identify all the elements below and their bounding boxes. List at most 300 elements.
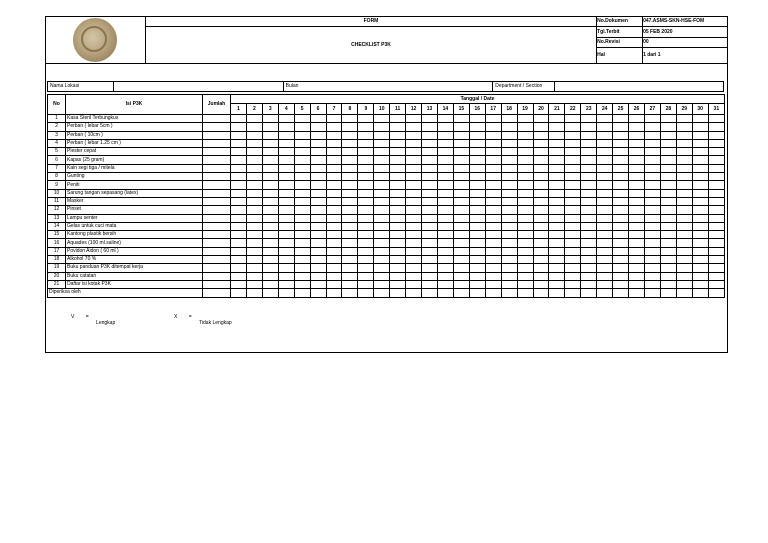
check-cell[interactable] bbox=[692, 214, 708, 222]
check-cell[interactable] bbox=[246, 272, 262, 280]
check-cell[interactable] bbox=[597, 264, 613, 272]
check-cell[interactable] bbox=[708, 206, 724, 214]
check-cell[interactable] bbox=[549, 247, 565, 255]
check-cell[interactable] bbox=[422, 189, 438, 197]
check-cell[interactable] bbox=[294, 189, 310, 197]
check-cell[interactable] bbox=[597, 206, 613, 214]
check-cell[interactable] bbox=[660, 222, 676, 230]
signature-cell[interactable] bbox=[374, 289, 390, 297]
check-cell[interactable] bbox=[469, 189, 485, 197]
check-cell[interactable] bbox=[565, 123, 581, 131]
check-cell[interactable] bbox=[246, 189, 262, 197]
check-cell[interactable] bbox=[453, 214, 469, 222]
check-cell[interactable] bbox=[231, 139, 247, 147]
check-cell[interactable] bbox=[676, 123, 692, 131]
check-cell[interactable] bbox=[597, 115, 613, 123]
check-cell[interactable] bbox=[231, 164, 247, 172]
check-cell[interactable] bbox=[517, 239, 533, 247]
check-cell[interactable] bbox=[469, 272, 485, 280]
check-cell[interactable] bbox=[533, 247, 549, 255]
check-cell[interactable] bbox=[549, 272, 565, 280]
check-cell[interactable] bbox=[374, 115, 390, 123]
check-cell[interactable] bbox=[708, 231, 724, 239]
check-cell[interactable] bbox=[644, 156, 660, 164]
check-cell[interactable] bbox=[326, 164, 342, 172]
check-cell[interactable] bbox=[565, 139, 581, 147]
check-cell[interactable] bbox=[278, 197, 294, 205]
check-cell[interactable] bbox=[517, 256, 533, 264]
check-cell[interactable] bbox=[342, 272, 358, 280]
check-cell[interactable] bbox=[231, 280, 247, 288]
check-cell[interactable] bbox=[501, 272, 517, 280]
check-cell[interactable] bbox=[358, 214, 374, 222]
check-cell[interactable] bbox=[629, 115, 645, 123]
check-cell[interactable] bbox=[469, 148, 485, 156]
check-cell[interactable] bbox=[565, 231, 581, 239]
check-cell[interactable] bbox=[453, 115, 469, 123]
check-cell[interactable] bbox=[246, 264, 262, 272]
check-cell[interactable] bbox=[597, 123, 613, 131]
check-cell[interactable] bbox=[533, 181, 549, 189]
check-cell[interactable] bbox=[629, 239, 645, 247]
item-jumlah-cell[interactable] bbox=[203, 181, 231, 189]
check-cell[interactable] bbox=[374, 247, 390, 255]
check-cell[interactable] bbox=[644, 139, 660, 147]
check-cell[interactable] bbox=[453, 131, 469, 139]
check-cell[interactable] bbox=[676, 115, 692, 123]
check-cell[interactable] bbox=[613, 123, 629, 131]
bulan-field[interactable] bbox=[283, 82, 493, 92]
check-cell[interactable] bbox=[613, 115, 629, 123]
check-cell[interactable] bbox=[485, 139, 501, 147]
check-cell[interactable] bbox=[342, 222, 358, 230]
check-cell[interactable] bbox=[660, 206, 676, 214]
check-cell[interactable] bbox=[692, 189, 708, 197]
check-cell[interactable] bbox=[549, 148, 565, 156]
check-cell[interactable] bbox=[390, 164, 406, 172]
check-cell[interactable] bbox=[644, 189, 660, 197]
check-cell[interactable] bbox=[692, 247, 708, 255]
check-cell[interactable] bbox=[294, 139, 310, 147]
check-cell[interactable] bbox=[246, 156, 262, 164]
item-jumlah-cell[interactable] bbox=[203, 280, 231, 288]
check-cell[interactable] bbox=[278, 214, 294, 222]
check-cell[interactable] bbox=[533, 280, 549, 288]
check-cell[interactable] bbox=[660, 139, 676, 147]
check-cell[interactable] bbox=[374, 173, 390, 181]
check-cell[interactable] bbox=[437, 181, 453, 189]
check-cell[interactable] bbox=[262, 123, 278, 131]
check-cell[interactable] bbox=[549, 156, 565, 164]
check-cell[interactable] bbox=[517, 156, 533, 164]
check-cell[interactable] bbox=[246, 214, 262, 222]
signature-cell[interactable] bbox=[517, 289, 533, 297]
check-cell[interactable] bbox=[660, 181, 676, 189]
check-cell[interactable] bbox=[342, 156, 358, 164]
check-cell[interactable] bbox=[692, 148, 708, 156]
check-cell[interactable] bbox=[581, 131, 597, 139]
check-cell[interactable] bbox=[246, 115, 262, 123]
check-cell[interactable] bbox=[294, 214, 310, 222]
signature-cell[interactable] bbox=[501, 289, 517, 297]
check-cell[interactable] bbox=[390, 214, 406, 222]
check-cell[interactable] bbox=[422, 247, 438, 255]
check-cell[interactable] bbox=[278, 189, 294, 197]
check-cell[interactable] bbox=[453, 164, 469, 172]
check-cell[interactable] bbox=[453, 222, 469, 230]
check-cell[interactable] bbox=[629, 131, 645, 139]
check-cell[interactable] bbox=[629, 247, 645, 255]
check-cell[interactable] bbox=[453, 197, 469, 205]
check-cell[interactable] bbox=[246, 123, 262, 131]
signature-cell[interactable] bbox=[597, 289, 613, 297]
check-cell[interactable] bbox=[533, 206, 549, 214]
check-cell[interactable] bbox=[629, 231, 645, 239]
check-cell[interactable] bbox=[517, 123, 533, 131]
check-cell[interactable] bbox=[310, 189, 326, 197]
check-cell[interactable] bbox=[294, 222, 310, 230]
check-cell[interactable] bbox=[374, 123, 390, 131]
check-cell[interactable] bbox=[613, 156, 629, 164]
signature-cell[interactable] bbox=[390, 289, 406, 297]
check-cell[interactable] bbox=[613, 214, 629, 222]
check-cell[interactable] bbox=[453, 280, 469, 288]
check-cell[interactable] bbox=[629, 123, 645, 131]
check-cell[interactable] bbox=[262, 115, 278, 123]
check-cell[interactable] bbox=[581, 222, 597, 230]
check-cell[interactable] bbox=[437, 264, 453, 272]
check-cell[interactable] bbox=[231, 181, 247, 189]
check-cell[interactable] bbox=[469, 264, 485, 272]
check-cell[interactable] bbox=[278, 256, 294, 264]
check-cell[interactable] bbox=[437, 272, 453, 280]
check-cell[interactable] bbox=[469, 173, 485, 181]
check-cell[interactable] bbox=[231, 189, 247, 197]
signature-cell[interactable] bbox=[676, 289, 692, 297]
check-cell[interactable] bbox=[613, 231, 629, 239]
check-cell[interactable] bbox=[406, 206, 422, 214]
check-cell[interactable] bbox=[613, 197, 629, 205]
check-cell[interactable] bbox=[581, 148, 597, 156]
check-cell[interactable] bbox=[406, 164, 422, 172]
check-cell[interactable] bbox=[358, 247, 374, 255]
check-cell[interactable] bbox=[708, 123, 724, 131]
check-cell[interactable] bbox=[246, 139, 262, 147]
check-cell[interactable] bbox=[501, 214, 517, 222]
check-cell[interactable] bbox=[278, 131, 294, 139]
department-field[interactable] bbox=[555, 82, 724, 92]
check-cell[interactable] bbox=[581, 264, 597, 272]
check-cell[interactable] bbox=[644, 222, 660, 230]
check-cell[interactable] bbox=[262, 148, 278, 156]
check-cell[interactable] bbox=[485, 148, 501, 156]
check-cell[interactable] bbox=[358, 206, 374, 214]
item-jumlah-cell[interactable] bbox=[203, 206, 231, 214]
check-cell[interactable] bbox=[644, 197, 660, 205]
check-cell[interactable] bbox=[708, 247, 724, 255]
check-cell[interactable] bbox=[549, 197, 565, 205]
check-cell[interactable] bbox=[581, 231, 597, 239]
check-cell[interactable] bbox=[501, 181, 517, 189]
item-jumlah-cell[interactable] bbox=[203, 173, 231, 181]
check-cell[interactable] bbox=[422, 164, 438, 172]
check-cell[interactable] bbox=[660, 148, 676, 156]
check-cell[interactable] bbox=[374, 222, 390, 230]
check-cell[interactable] bbox=[613, 164, 629, 172]
item-jumlah-cell[interactable] bbox=[203, 123, 231, 131]
check-cell[interactable] bbox=[565, 164, 581, 172]
check-cell[interactable] bbox=[422, 139, 438, 147]
check-cell[interactable] bbox=[692, 206, 708, 214]
check-cell[interactable] bbox=[422, 280, 438, 288]
check-cell[interactable] bbox=[342, 123, 358, 131]
check-cell[interactable] bbox=[676, 256, 692, 264]
signature-cell[interactable] bbox=[533, 289, 549, 297]
check-cell[interactable] bbox=[358, 239, 374, 247]
check-cell[interactable] bbox=[231, 247, 247, 255]
check-cell[interactable] bbox=[565, 264, 581, 272]
check-cell[interactable] bbox=[517, 222, 533, 230]
item-jumlah-cell[interactable] bbox=[203, 231, 231, 239]
check-cell[interactable] bbox=[437, 222, 453, 230]
check-cell[interactable] bbox=[660, 115, 676, 123]
check-cell[interactable] bbox=[501, 123, 517, 131]
check-cell[interactable] bbox=[660, 156, 676, 164]
check-cell[interactable] bbox=[676, 164, 692, 172]
check-cell[interactable] bbox=[565, 131, 581, 139]
check-cell[interactable] bbox=[597, 222, 613, 230]
check-cell[interactable] bbox=[326, 123, 342, 131]
check-cell[interactable] bbox=[342, 214, 358, 222]
check-cell[interactable] bbox=[374, 214, 390, 222]
check-cell[interactable] bbox=[708, 222, 724, 230]
signature-cell[interactable] bbox=[342, 289, 358, 297]
check-cell[interactable] bbox=[692, 131, 708, 139]
check-cell[interactable] bbox=[231, 156, 247, 164]
check-cell[interactable] bbox=[629, 206, 645, 214]
check-cell[interactable] bbox=[644, 214, 660, 222]
check-cell[interactable] bbox=[692, 173, 708, 181]
check-cell[interactable] bbox=[692, 164, 708, 172]
check-cell[interactable] bbox=[326, 139, 342, 147]
check-cell[interactable] bbox=[644, 123, 660, 131]
check-cell[interactable] bbox=[533, 256, 549, 264]
check-cell[interactable] bbox=[278, 164, 294, 172]
check-cell[interactable] bbox=[278, 181, 294, 189]
check-cell[interactable] bbox=[708, 264, 724, 272]
check-cell[interactable] bbox=[342, 181, 358, 189]
check-cell[interactable] bbox=[278, 173, 294, 181]
check-cell[interactable] bbox=[437, 214, 453, 222]
check-cell[interactable] bbox=[246, 206, 262, 214]
check-cell[interactable] bbox=[549, 139, 565, 147]
check-cell[interactable] bbox=[310, 280, 326, 288]
check-cell[interactable] bbox=[676, 139, 692, 147]
check-cell[interactable] bbox=[422, 156, 438, 164]
check-cell[interactable] bbox=[422, 148, 438, 156]
check-cell[interactable] bbox=[358, 264, 374, 272]
check-cell[interactable] bbox=[278, 247, 294, 255]
check-cell[interactable] bbox=[390, 131, 406, 139]
check-cell[interactable] bbox=[374, 256, 390, 264]
check-cell[interactable] bbox=[549, 123, 565, 131]
check-cell[interactable] bbox=[406, 197, 422, 205]
check-cell[interactable] bbox=[660, 214, 676, 222]
check-cell[interactable] bbox=[565, 206, 581, 214]
check-cell[interactable] bbox=[231, 148, 247, 156]
check-cell[interactable] bbox=[613, 264, 629, 272]
check-cell[interactable] bbox=[422, 206, 438, 214]
check-cell[interactable] bbox=[390, 264, 406, 272]
check-cell[interactable] bbox=[597, 139, 613, 147]
check-cell[interactable] bbox=[533, 231, 549, 239]
check-cell[interactable] bbox=[406, 272, 422, 280]
check-cell[interactable] bbox=[422, 272, 438, 280]
check-cell[interactable] bbox=[692, 280, 708, 288]
check-cell[interactable] bbox=[485, 189, 501, 197]
check-cell[interactable] bbox=[374, 156, 390, 164]
check-cell[interactable] bbox=[374, 231, 390, 239]
check-cell[interactable] bbox=[262, 131, 278, 139]
check-cell[interactable] bbox=[676, 280, 692, 288]
check-cell[interactable] bbox=[485, 247, 501, 255]
check-cell[interactable] bbox=[501, 280, 517, 288]
check-cell[interactable] bbox=[246, 239, 262, 247]
check-cell[interactable] bbox=[231, 264, 247, 272]
item-jumlah-cell[interactable] bbox=[203, 247, 231, 255]
check-cell[interactable] bbox=[358, 164, 374, 172]
check-cell[interactable] bbox=[278, 280, 294, 288]
check-cell[interactable] bbox=[469, 181, 485, 189]
check-cell[interactable] bbox=[390, 156, 406, 164]
check-cell[interactable] bbox=[310, 197, 326, 205]
check-cell[interactable] bbox=[278, 156, 294, 164]
signature-cell[interactable] bbox=[581, 289, 597, 297]
check-cell[interactable] bbox=[629, 272, 645, 280]
check-cell[interactable] bbox=[485, 173, 501, 181]
check-cell[interactable] bbox=[597, 280, 613, 288]
check-cell[interactable] bbox=[390, 189, 406, 197]
check-cell[interactable] bbox=[644, 206, 660, 214]
check-cell[interactable] bbox=[533, 123, 549, 131]
check-cell[interactable] bbox=[310, 148, 326, 156]
check-cell[interactable] bbox=[326, 148, 342, 156]
check-cell[interactable] bbox=[406, 222, 422, 230]
check-cell[interactable] bbox=[294, 173, 310, 181]
check-cell[interactable] bbox=[294, 148, 310, 156]
check-cell[interactable] bbox=[549, 131, 565, 139]
check-cell[interactable] bbox=[453, 173, 469, 181]
check-cell[interactable] bbox=[231, 222, 247, 230]
check-cell[interactable] bbox=[485, 206, 501, 214]
check-cell[interactable] bbox=[358, 131, 374, 139]
check-cell[interactable] bbox=[565, 214, 581, 222]
check-cell[interactable] bbox=[406, 139, 422, 147]
check-cell[interactable] bbox=[262, 280, 278, 288]
check-cell[interactable] bbox=[246, 131, 262, 139]
check-cell[interactable] bbox=[676, 181, 692, 189]
check-cell[interactable] bbox=[597, 131, 613, 139]
check-cell[interactable] bbox=[246, 173, 262, 181]
check-cell[interactable] bbox=[262, 164, 278, 172]
check-cell[interactable] bbox=[692, 123, 708, 131]
check-cell[interactable] bbox=[565, 247, 581, 255]
check-cell[interactable] bbox=[406, 247, 422, 255]
check-cell[interactable] bbox=[613, 256, 629, 264]
check-cell[interactable] bbox=[310, 239, 326, 247]
check-cell[interactable] bbox=[549, 173, 565, 181]
check-cell[interactable] bbox=[533, 156, 549, 164]
check-cell[interactable] bbox=[358, 231, 374, 239]
signature-cell[interactable] bbox=[406, 289, 422, 297]
check-cell[interactable] bbox=[326, 231, 342, 239]
check-cell[interactable] bbox=[437, 156, 453, 164]
check-cell[interactable] bbox=[437, 115, 453, 123]
check-cell[interactable] bbox=[660, 280, 676, 288]
check-cell[interactable] bbox=[342, 239, 358, 247]
check-cell[interactable] bbox=[565, 181, 581, 189]
check-cell[interactable] bbox=[565, 148, 581, 156]
check-cell[interactable] bbox=[597, 256, 613, 264]
check-cell[interactable] bbox=[485, 264, 501, 272]
check-cell[interactable] bbox=[644, 173, 660, 181]
check-cell[interactable] bbox=[406, 239, 422, 247]
item-jumlah-cell[interactable] bbox=[203, 222, 231, 230]
check-cell[interactable] bbox=[262, 206, 278, 214]
check-cell[interactable] bbox=[676, 222, 692, 230]
check-cell[interactable] bbox=[676, 239, 692, 247]
check-cell[interactable] bbox=[565, 115, 581, 123]
check-cell[interactable] bbox=[246, 280, 262, 288]
check-cell[interactable] bbox=[358, 189, 374, 197]
check-cell[interactable] bbox=[660, 264, 676, 272]
check-cell[interactable] bbox=[294, 247, 310, 255]
check-cell[interactable] bbox=[597, 148, 613, 156]
check-cell[interactable] bbox=[485, 239, 501, 247]
check-cell[interactable] bbox=[581, 115, 597, 123]
check-cell[interactable] bbox=[629, 156, 645, 164]
check-cell[interactable] bbox=[294, 131, 310, 139]
check-cell[interactable] bbox=[231, 239, 247, 247]
check-cell[interactable] bbox=[708, 173, 724, 181]
check-cell[interactable] bbox=[342, 115, 358, 123]
check-cell[interactable] bbox=[453, 156, 469, 164]
check-cell[interactable] bbox=[278, 206, 294, 214]
check-cell[interactable] bbox=[613, 222, 629, 230]
check-cell[interactable] bbox=[597, 189, 613, 197]
check-cell[interactable] bbox=[453, 148, 469, 156]
check-cell[interactable] bbox=[374, 264, 390, 272]
check-cell[interactable] bbox=[517, 131, 533, 139]
check-cell[interactable] bbox=[549, 222, 565, 230]
check-cell[interactable] bbox=[676, 156, 692, 164]
check-cell[interactable] bbox=[262, 197, 278, 205]
check-cell[interactable] bbox=[422, 197, 438, 205]
check-cell[interactable] bbox=[390, 280, 406, 288]
check-cell[interactable] bbox=[469, 123, 485, 131]
check-cell[interactable] bbox=[485, 214, 501, 222]
check-cell[interactable] bbox=[613, 239, 629, 247]
check-cell[interactable] bbox=[326, 222, 342, 230]
check-cell[interactable] bbox=[644, 181, 660, 189]
check-cell[interactable] bbox=[278, 148, 294, 156]
check-cell[interactable] bbox=[422, 256, 438, 264]
check-cell[interactable] bbox=[374, 181, 390, 189]
check-cell[interactable] bbox=[597, 214, 613, 222]
check-cell[interactable] bbox=[565, 280, 581, 288]
check-cell[interactable] bbox=[437, 280, 453, 288]
signature-cell[interactable] bbox=[422, 289, 438, 297]
